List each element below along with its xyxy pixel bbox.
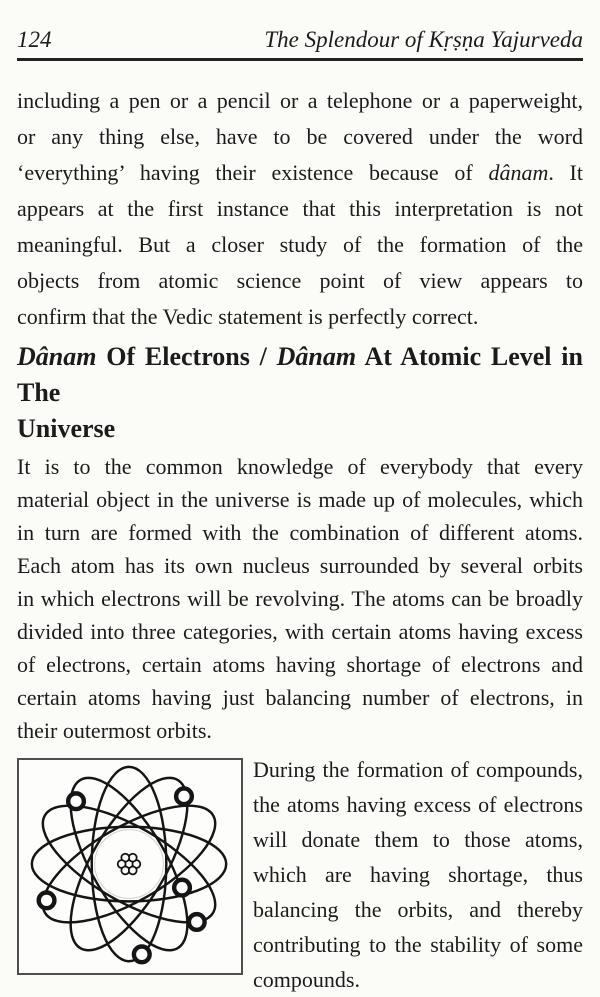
text-line: appears at the first instance that this interpretation is not [17, 196, 583, 221]
text-line: in which electrons will be revolving. The atoms can be broadly [17, 586, 583, 611]
paragraph-2 [17, 450, 583, 747]
text-segment: At Atomic Level in The [17, 342, 583, 407]
text-segment: . It [548, 160, 583, 185]
italic-term: Dânam [17, 342, 97, 371]
atom-diagram [19, 760, 241, 973]
italic-term: Dânam [276, 342, 357, 371]
text-line: compounds. [253, 967, 360, 992]
text-line: of electrons, certain atoms having shortage of electrons and [17, 652, 583, 677]
paragraph-1 [17, 83, 583, 335]
text-line: Each atom has its own nucleus surrounded by several orbits [17, 553, 583, 578]
section-heading [17, 339, 583, 447]
text-segment: Of Electrons / [96, 342, 277, 371]
paragraph-3 [253, 752, 583, 997]
page-number: 124 [17, 27, 52, 52]
text-line: It is to the common knowledge of everybody that every [17, 454, 583, 479]
running-title: The Splendour of Kṛṣṇa Yajurveda [264, 27, 583, 52]
heading-line: Universe [17, 414, 116, 443]
text-line: During the formation of compounds, [253, 757, 583, 782]
text-line: their outermost orbits. [17, 718, 212, 743]
text-line: will donate them to those atoms, [253, 827, 583, 852]
text-line: balancing the orbits, and thereby [253, 897, 583, 922]
text-line: confirm that the Vedic statement is perfectly correct. [17, 304, 479, 329]
text-line: meaningful. But a closer study of the formation of the [17, 232, 583, 257]
heading-line [17, 339, 583, 411]
text-line: in turn are formed with the combination of different atoms. [17, 520, 583, 545]
nucleus-cluster [118, 854, 141, 875]
text-line: divided into three categories, with certain atoms having excess [17, 619, 583, 644]
text-line: objects from atomic science point of view appears to [17, 268, 583, 293]
text-line: contributing to the stability of some [253, 932, 583, 957]
text-segment: ‘everything’ having their existence because of [17, 160, 489, 185]
text-line: material object in the universe is made up of molecules, which [17, 487, 583, 512]
text-line: which are having shortage, thus [253, 862, 583, 887]
atom-figure [17, 758, 243, 975]
text-line: the atoms having excess of electrons [253, 792, 583, 817]
italic-term: dânam [488, 160, 549, 185]
text-line: certain atoms having just balancing number of electrons, in [17, 685, 583, 710]
figure-and-text-section [17, 752, 583, 997]
text-line: or any thing else, have to be covered under the word [17, 124, 583, 149]
text-line [17, 155, 583, 191]
page-header [17, 0, 583, 61]
text-line: including a pen or a pencil or a telephone or a paperweight, [17, 88, 583, 113]
